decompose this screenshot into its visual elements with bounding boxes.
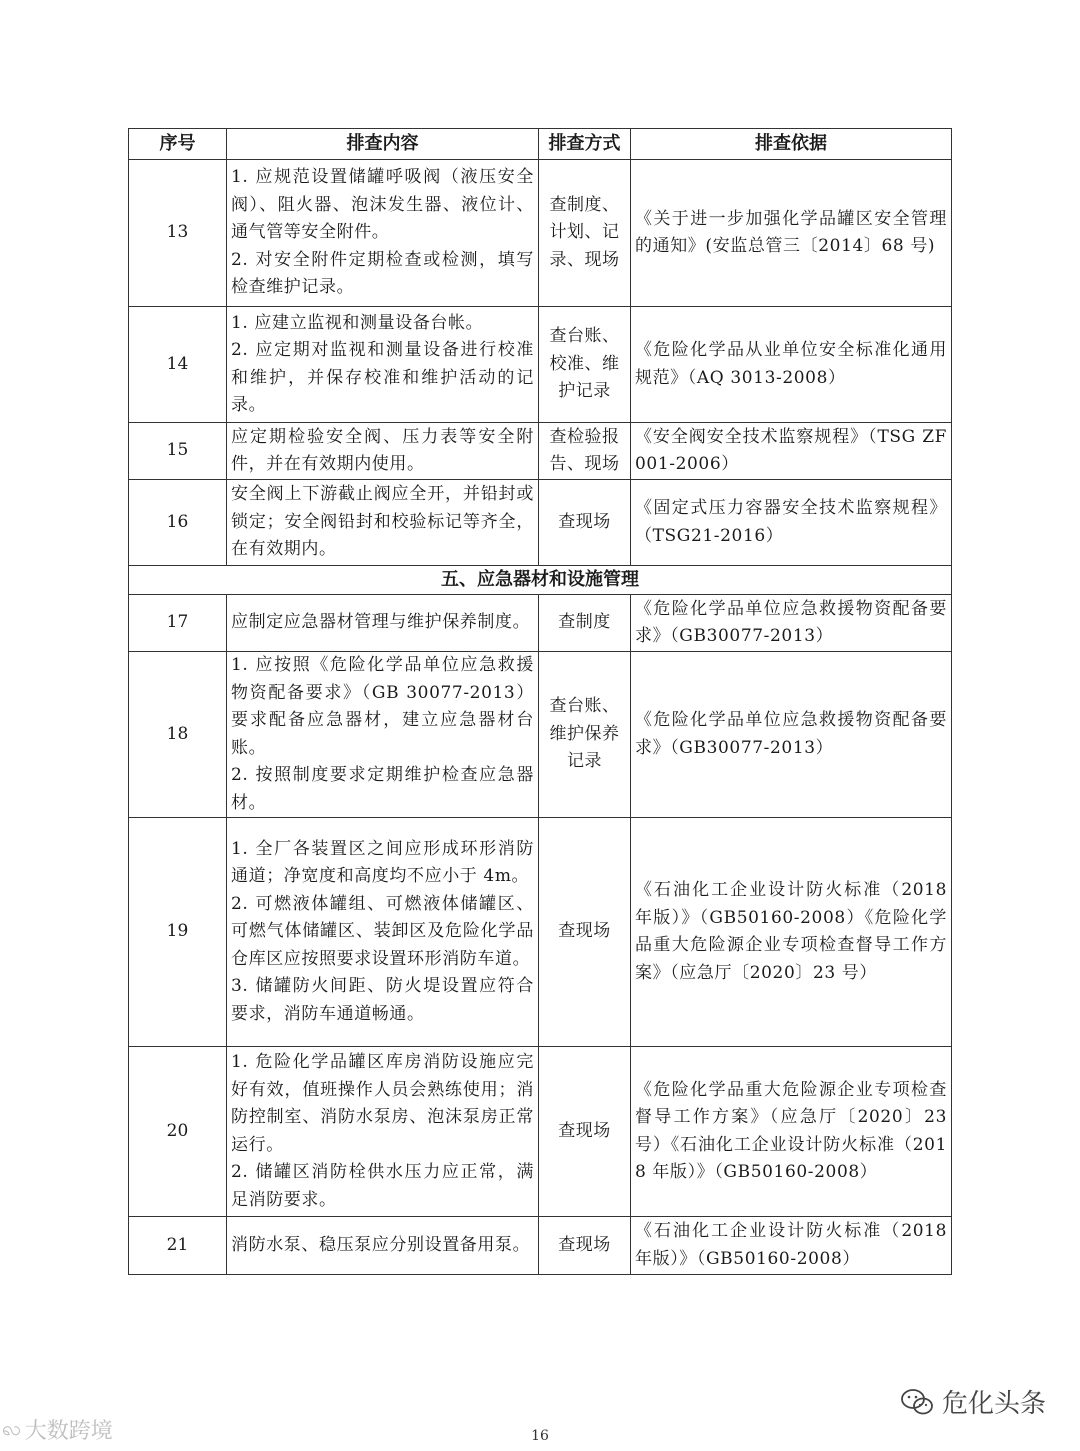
row-content-line: 1. 应规范设置储罐呼吸阀（液压安全阀）、阻火器、泡沫发生器、液位计、通气管等安全附件。 [231,167,534,243]
row-content-line: 1. 应按照《危险化学品单位应急救援物资配备要求》（GB 30077-2013）要求配备应急器材，建立应急器材台账。 [231,655,534,758]
row-number: 15 [129,423,227,480]
table-row [129,595,952,652]
row-method [539,595,631,652]
header-basis: 排查依据 [631,129,952,160]
row-content-line: 3. 储罐防火间距、防火堤设置应符合要求，消防车通道畅通。 [231,976,534,1024]
row-basis [631,1217,952,1275]
row-method [539,423,631,480]
row-basis [631,423,952,480]
row-content-line: 1. 全厂各装置区之间应形成环形消防通道；净宽度和高度均不应小于 4m。 [231,838,534,887]
row-basis [631,595,952,652]
row-basis-line: 《危险化学品单位应急救援物资配备要求》（GB30077-2013） [635,710,947,758]
row-number: 17 [129,595,227,652]
logo-mark-icon: ꩮ [2,1415,21,1440]
row-content-line: 1. 危险化学品罐区库房消防设施应完好有效，值班操作人员会熟练使用；消防控制室、消防水泵房、泡沫泵房正常运行。 [231,1052,534,1155]
row-basis-line: 《危险化学品单位应急救援物资配备要求》（GB30077-2013） [635,598,947,646]
row-method-line: 查台账、维护保养记录 [549,696,620,772]
brand-badge [900,1383,1046,1420]
row-method [539,307,631,423]
row-content-line: 2. 应定期对监视和测量设备进行校准和维护，并保存校准和维护活动的记录。 [231,340,534,415]
row-basis [631,1047,952,1217]
header-content: 排查内容 [227,129,539,160]
table-row [129,818,952,1047]
row-number: 14 [129,307,227,423]
row-method-line: 查检验报告、现场 [549,426,620,474]
section-row [129,566,952,595]
row-method-line: 查制度 [558,612,611,633]
brand-name: 危化头条 [941,1389,1046,1419]
row-content-line: 安全阀上下游截止阀应全开，并铅封或锁定；安全阀铅封和校验标记等齐全，在有效期内。 [231,484,534,560]
row-method [539,818,631,1047]
row-content-line: 应定期检验安全阀、压力表等安全附件，并在有效期内使用。 [231,426,534,474]
row-number: 19 [129,818,227,1047]
row-method-line: 查台账、校准、维护记录 [549,326,620,402]
row-method [539,160,631,307]
watermark-text: 大数跨境 [24,1419,113,1444]
table-header-row [129,129,952,160]
row-number: 13 [129,160,227,307]
table-row [129,160,952,307]
row-method [539,1217,631,1275]
header-seq: 序号 [129,129,227,160]
row-content [227,595,539,652]
table-row [129,1217,952,1275]
wechat-icon [900,1388,934,1416]
row-content-line: 2. 按照制度要求定期维护检查应急器材。 [231,765,534,813]
row-method-line: 查现场 [558,1234,611,1255]
row-basis-line: 《危险化学品从业单位安全标准化通用规范》（AQ 3013-2008） [635,340,947,388]
row-content-line: 2. 对安全附件定期检查或检测，填写检查维护记录。 [231,249,534,298]
table-row [129,423,952,480]
row-content [227,652,539,818]
row-content-line: 2. 储罐区消防栓供水压力应正常，满足消防要求。 [231,1162,534,1210]
row-content-line: 消防水泵、稳压泵应分别设置备用泵。 [231,1234,531,1255]
table-row [129,307,952,423]
row-number: 20 [129,1047,227,1217]
row-method [539,1047,631,1217]
row-basis [631,652,952,818]
row-content [227,423,539,480]
row-basis [631,818,952,1047]
row-basis-line: 《石油化工企业设计防火标准（2018 年版）》（GB50160-2008）《危险化学品重大危险源企业专项检查督导工作方案》（应急厅〔2020〕23 号） [635,880,947,983]
row-basis-line: 《安全阀安全技术监察规程》（TSG ZF001-2006） [635,426,947,474]
section-title: 五、应急器材和设施管理 [129,566,952,595]
table-body [129,160,952,1275]
row-number: 16 [129,480,227,566]
row-content [227,1217,539,1275]
row-content-line: 应制定应急器材管理与维护保养制度。 [231,612,531,633]
inspection-table [128,128,952,1275]
row-content-line: 1. 应建立监视和测量设备台帐。 [231,312,484,333]
row-content [227,818,539,1047]
table-row [129,1047,952,1217]
page-number: 16 [531,1428,549,1444]
row-content [227,480,539,566]
row-method-line: 查现场 [558,511,611,532]
row-number: 21 [129,1217,227,1275]
row-basis-line: 《石油化工企业设计防火标准（2018 年版）》（GB50160-2008） [635,1221,947,1269]
row-number: 18 [129,652,227,818]
table-row [129,652,952,818]
row-basis-line: 《固定式压力容器安全技术监察规程》（TSG21-2016） [635,498,947,546]
row-content [227,307,539,423]
row-method-line: 查现场 [558,921,611,942]
row-content [227,1047,539,1217]
table-row [129,480,952,566]
row-method [539,480,631,566]
header-method: 排查方式 [539,129,631,160]
row-basis [631,160,952,307]
row-method-line: 查现场 [558,1120,611,1141]
row-content-line: 2. 可燃液体罐组、可燃液体储罐区、可燃气体储罐区、装卸区及危险化学品仓库区应按照要求设置环形消防车道。 [231,893,534,969]
row-method-line: 查制度、计划、记录、现场 [549,194,620,270]
row-basis [631,480,952,566]
row-basis-line: 《危险化学品重大危险源企业专项检查督导工作方案》（应急厅〔2020〕23 号）《石油化工企业设计防火标准（2018 年版）》（GB50160-2008） [635,1079,947,1182]
row-content [227,160,539,307]
row-method [539,652,631,818]
row-basis [631,307,952,423]
row-basis-line: 《关于进一步加强化学品罐区安全管理的通知》(安监总管三〔2014〕68 号) [635,208,947,256]
